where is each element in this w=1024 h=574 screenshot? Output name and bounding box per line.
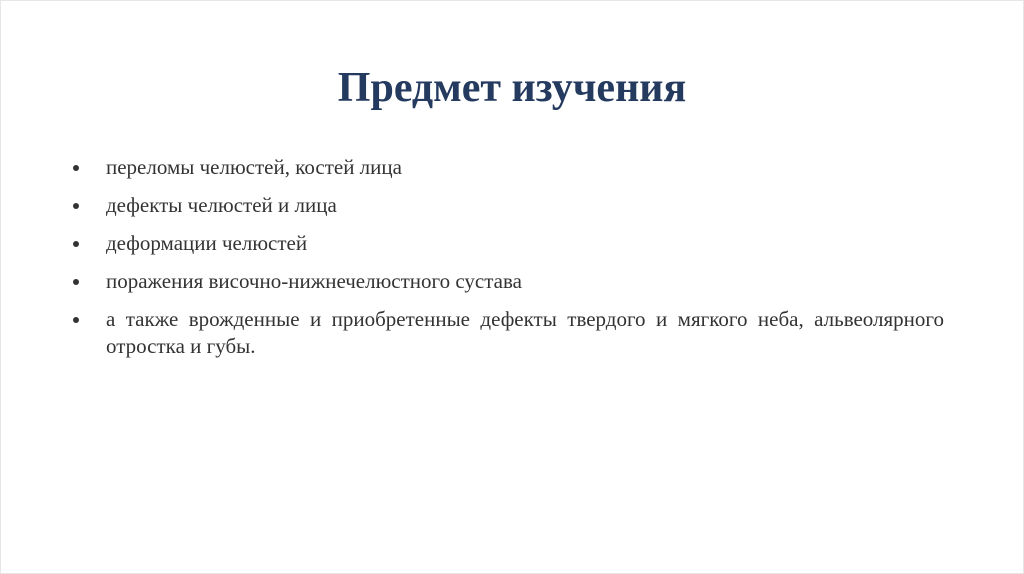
- slide-title: Предмет изучения: [337, 65, 687, 111]
- list-item-text: деформации челюстей: [106, 231, 308, 255]
- list-item: [70, 268, 944, 295]
- list-item: [70, 230, 944, 257]
- bullet-dot-icon: [73, 203, 79, 209]
- bullet-dot-icon: [73, 165, 79, 171]
- list-item: [70, 306, 944, 360]
- bullet-dot-icon: [73, 317, 79, 323]
- list-item-text: дефекты челюстей и лица: [106, 193, 337, 217]
- bullet-dot-icon: [73, 279, 79, 285]
- bullet-list: [70, 154, 944, 371]
- list-item-text: переломы челюстей, костей лица: [106, 155, 402, 179]
- list-item: [70, 192, 944, 219]
- list-item: [70, 154, 944, 181]
- list-item-text: поражения височно-нижнечелюстного сустава: [106, 269, 522, 293]
- bullet-dot-icon: [73, 241, 79, 247]
- list-item-text: а также врожденные и приобретенные дефекты твердого и мягкого неба, альвеолярного отростка и губы.: [106, 307, 944, 358]
